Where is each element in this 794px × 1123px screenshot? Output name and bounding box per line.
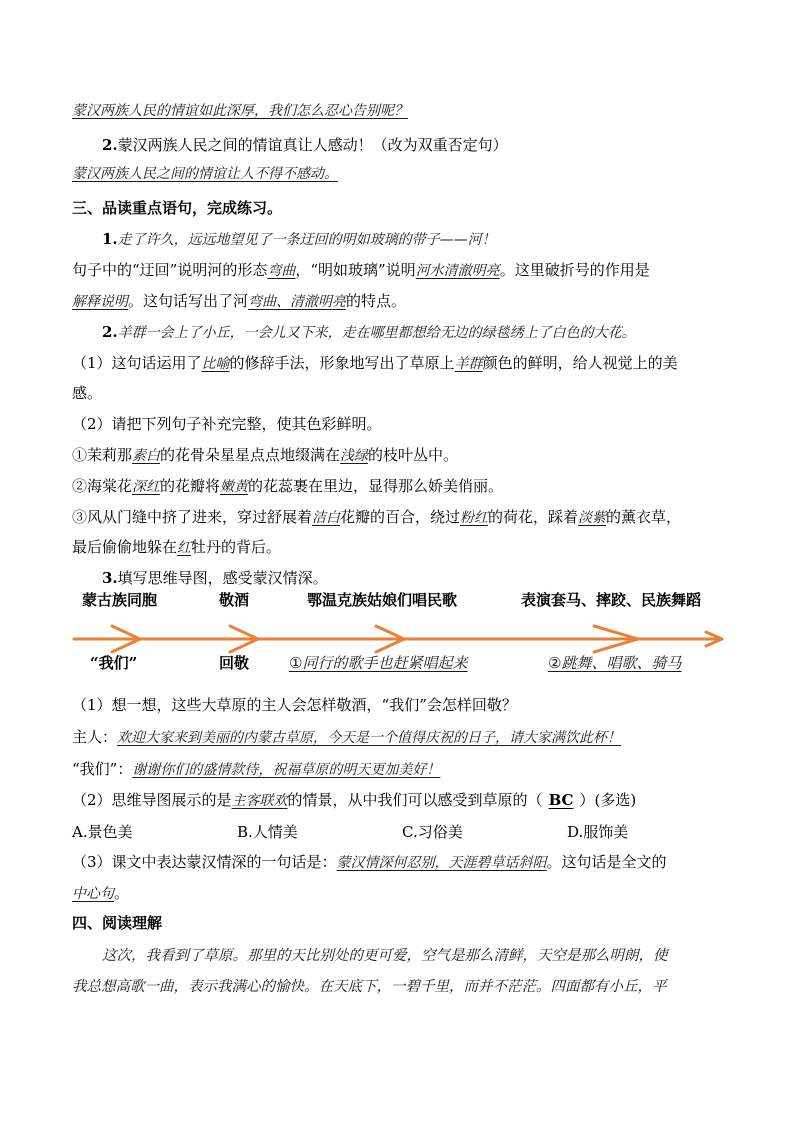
blank-answer: 弯曲 [267,263,296,279]
option-b: B.人情美 [237,823,298,841]
text: 的情景，从中我们可以感受到草原的（ [287,791,543,809]
text: 。 [114,884,130,902]
mindmap-arrow-line [72,622,727,656]
text: 的修辞手法，形象地写出了草原上 [229,354,455,372]
answer-line-1: 蒙汉两族人民的情谊如此深厚，我们怎么忍心告别呢？ [72,103,408,119]
completion-2 [72,476,503,497]
mindmap-q3 [72,852,667,873]
completion-3-cont [72,537,281,558]
question-text: 蒙汉两族人民之间的情谊真让人感动！（改为双重否定句） [117,136,508,154]
blank-answer: 蒙汉情深何忍别，天涯碧草话斜阳 [336,855,547,871]
text: 的花骨朵星星点点地缀满在 [160,446,341,464]
mindmap-node-1: 蒙古族同胞 [82,591,158,609]
text: 牡丹的背后。 [191,538,282,556]
blank-answer: 浅绿 [340,448,369,464]
sentence-text: 羊群一会上了小丘，一会儿又下来，走在哪里都想给无边的绿毯绣上了白色的大花。 [117,325,636,341]
text: 。这里破折号的作用是 [499,261,650,279]
text: ）(多选) [579,791,637,809]
blank-answer: 河水清澈明亮 [415,263,500,279]
mindmap-bottom-3: ①同行的歌手也赶紧唱起来 [289,654,468,672]
reading-line-1: 这次，我看到了草原。那里的天比别处的更可爱，空气是那么清鲜，天空是那么明朗，使 [102,948,668,964]
text: 。这句话写出了河 [128,292,249,310]
q1-answer-line-2 [72,291,406,312]
text: ，“明如玻璃”说明 [295,261,416,279]
blank-answer: 嫩黄 [220,479,249,495]
label: 主人： [72,728,118,746]
text: 句子中的“迂回”说明河的形态 [72,261,268,279]
blank-answer: 主客联欢 [231,793,288,809]
blank-answer: 中心句 [72,886,114,902]
blank-answer: 欢迎大家来到美丽的内蒙古草原，今天是一个值得庆祝的日子，请大家满饮此杯！ [117,730,622,746]
q2-part1-line1 [72,353,678,374]
blank-answer: 羊群 [454,356,483,372]
host-toast [72,727,621,748]
text: 颜色的鲜明，给人视觉上的美 [482,354,678,372]
our-reply [72,759,440,780]
text: 。这句话是全文的 [546,853,667,871]
mindmap-bottom-1: “我们” [90,654,138,672]
q2-part2: （2）请把下列句子补充完整，使其色彩鲜明。 [72,415,382,433]
question-number: 1. [102,230,118,248]
choice-answer: BC [548,791,574,809]
text: 最后偷偷地躲在 [72,538,178,556]
question-number: 2. [102,323,118,341]
question-2 [102,135,508,155]
completion-1 [72,445,458,466]
option-d: D.服饰美 [567,823,629,841]
question-text: 填写思维导图，感受蒙汉情深。 [117,569,328,587]
mindmap-bottom-4: ②跳舞、唱歌、骑马 [548,654,682,672]
text: 的花蕊裹在里边，显得那么娇美俏丽。 [248,477,504,495]
blank-answer: 素白 [132,448,161,464]
text: ③风从门缝中挤了进来，穿过舒展着 [72,508,313,526]
text: 的花瓣将 [160,477,221,495]
question-number: 2. [102,136,118,154]
blank-answer: 谢谢你们的盛情款待，祝福草原的明天更加美好！ [132,762,441,778]
blank-answer: 淡紫 [578,510,607,526]
sentence-2 [102,322,636,343]
q1-answer-line-1 [72,260,650,281]
question-number: 3. [102,569,118,587]
blank-answer: 深红 [132,479,161,495]
blank-answer: 解释说明 [72,294,128,310]
mindmap-q1: （1）想一想，这些大草原的主人会怎样敬酒，“我们”会怎样回敬？ [72,696,517,714]
mindmap-q3-cont [72,883,129,904]
sentence-1 [102,229,496,250]
text: （1）这句话运用了 [72,354,202,372]
option-a: A.景色美 [72,823,133,841]
text: 的枝叶丛中。 [368,446,459,464]
blank-answer: 比喻 [201,356,230,372]
q2-part1-line2: 感。 [72,384,103,402]
label: “我们”： [72,760,133,778]
question-3 [102,568,328,588]
mindmap-node-4: 表演套马、摔跤、民族舞蹈 [521,591,702,609]
section-3-heading: 三、品读重点语句，完成练习。 [72,199,283,217]
reading-line-2: 我总想高歌一曲，表示我满心的愉快。在天底下，一碧千里，而并不茫茫。四面都有小丘，平 [72,979,667,995]
text: 的薰衣草， [606,508,682,526]
mindmap-node-2: 敬酒 [219,591,250,609]
text: （2）思维导图展示的是 [72,791,232,809]
text: 的特点。 [346,292,407,310]
option-c: C.习俗美 [402,823,463,841]
mindmap-node-3: 鄂温克族姑娘们唱民歌 [307,591,458,609]
mindmap-q2 [72,790,636,811]
text: ②海棠花 [72,477,133,495]
text: 的荷花，踩着 [488,508,579,526]
blank-answer: 洁白 [312,510,341,526]
answer-line-2: 蒙汉两族人民之间的情谊让人不得不感动。 [72,166,338,182]
section-4-heading: 四、阅读理解 [72,914,163,932]
completion-3 [72,507,681,528]
text: 花瓣的百合，绕过 [340,508,461,526]
sentence-text: 走了许久，远远地望见了一条迂回的明如玻璃的带子——河！ [117,232,496,248]
blank-answer: 弯曲、清澈明亮 [248,294,347,310]
blank-answer: 红 [177,540,192,556]
text: （3）课文中表达蒙汉情深的一句话是： [72,853,337,871]
mindmap-bottom-2: 回敬 [219,654,250,672]
text: ①茉莉那 [72,446,133,464]
blank-answer: 粉红 [460,510,489,526]
